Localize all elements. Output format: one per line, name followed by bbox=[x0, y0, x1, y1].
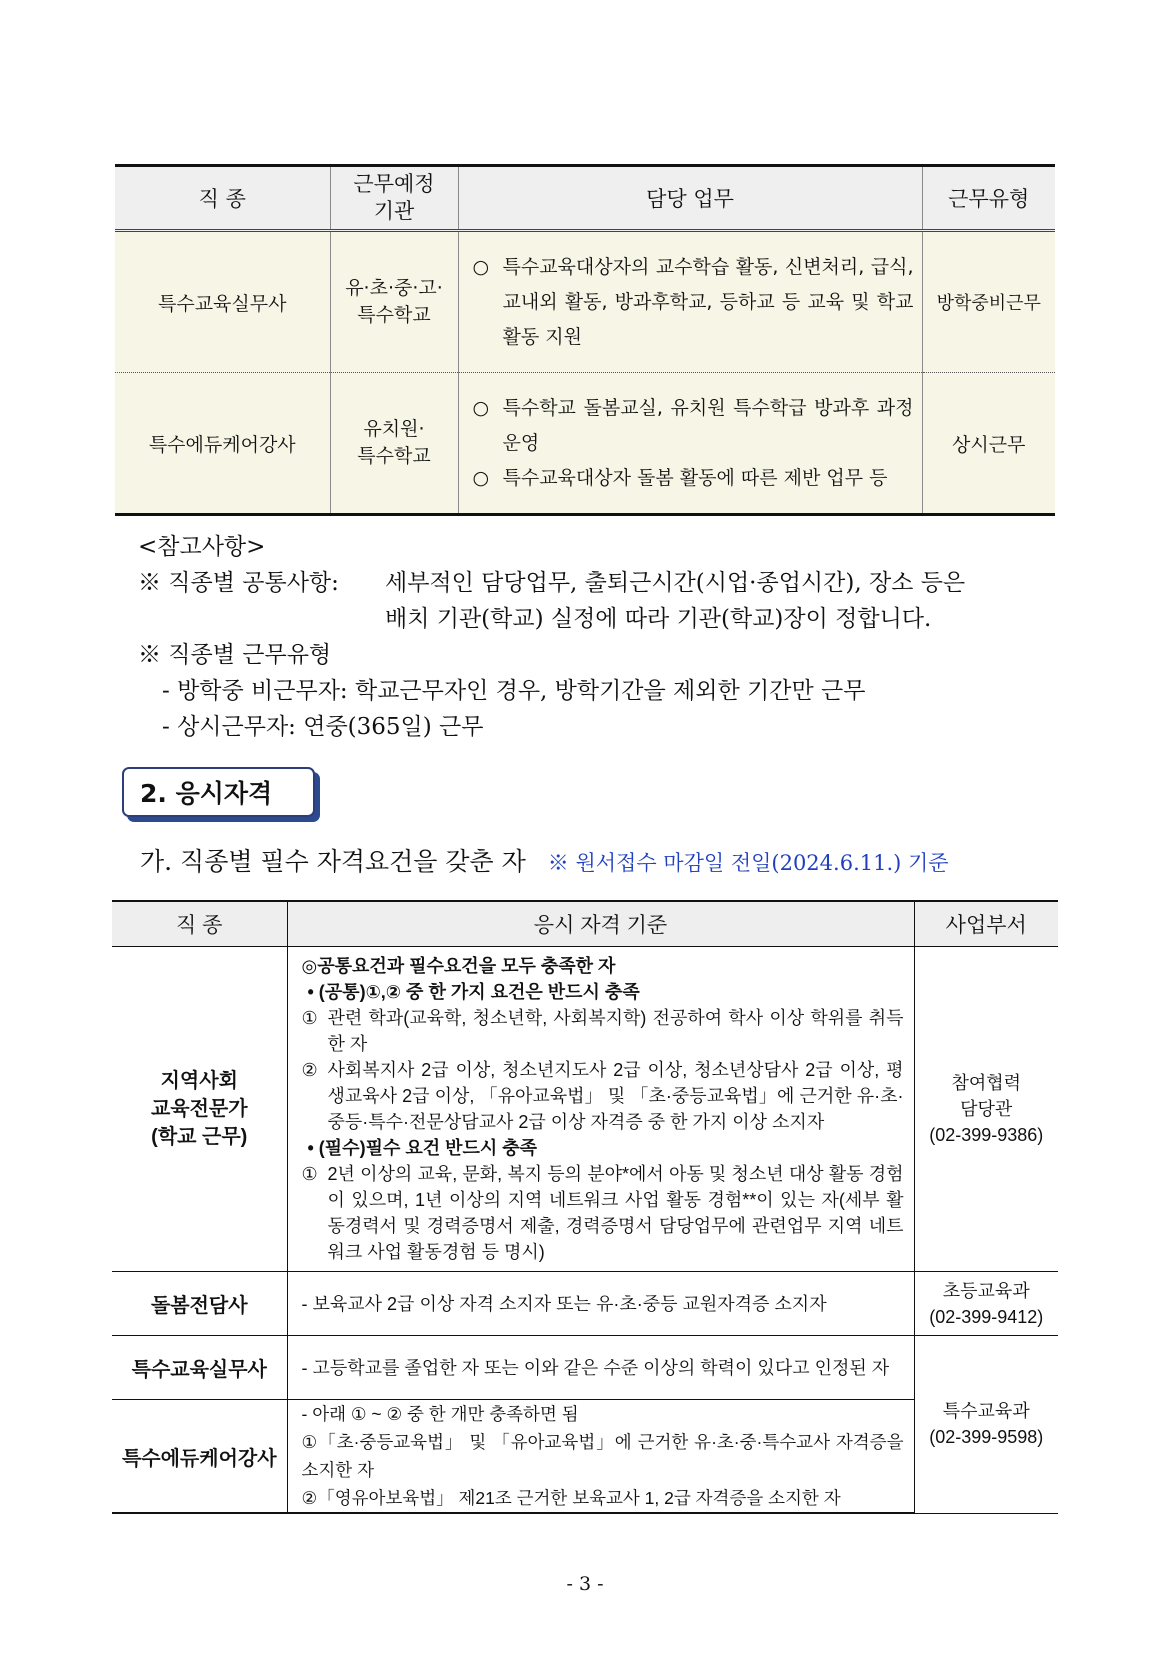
header-org-line1: 근무예정 bbox=[353, 172, 435, 196]
table-header-row bbox=[115, 166, 1055, 231]
required-item bbox=[302, 1161, 904, 1265]
duty-item bbox=[473, 461, 914, 496]
item-text: 관련 학과(교육학, 청소년학, 사회복지학) 전공하여 학사 이상 학위를 취득한 자 bbox=[327, 1008, 904, 1054]
row-duty bbox=[458, 373, 922, 515]
row-job: 특수교육실무사 bbox=[115, 231, 330, 373]
header-org-line2: 기관 bbox=[373, 199, 415, 223]
dept-line: 초등교육과 bbox=[942, 1280, 1030, 1301]
duty-marker: ○ bbox=[472, 466, 490, 489]
header-dept: 사업부서 bbox=[914, 901, 1058, 947]
section-title: 2. 응시자격 bbox=[122, 767, 315, 817]
row-org bbox=[330, 373, 458, 515]
table-row bbox=[115, 231, 1055, 373]
dept-phone: (02-399-9386) bbox=[929, 1125, 1044, 1145]
row-org-line1: 유·초·중·고· bbox=[345, 277, 443, 299]
dept-line: 참여협력 bbox=[951, 1073, 1022, 1093]
header-criteria: 응시 자격 기준 bbox=[287, 901, 914, 947]
criteria-line: ②「영유아보육법」 제21조 근거한 보육교사 1, 2급 자격증을 소지한 자 bbox=[301, 1488, 841, 1508]
job-line: 지역사회 bbox=[160, 1070, 238, 1092]
row-job: 돌봄전담사 bbox=[112, 1272, 287, 1336]
table-row bbox=[112, 1272, 1058, 1336]
item-marker: ① bbox=[301, 1008, 318, 1028]
row-job: 특수에듀케어강사 bbox=[112, 1400, 287, 1514]
notes-type-item: - 방학중 비근무자: 학교근무자인 경우, 방학기간을 제외한 기간만 근무 bbox=[162, 678, 866, 704]
dept-phone: (02-399-9412) bbox=[929, 1306, 1044, 1327]
row-criteria bbox=[287, 1400, 914, 1514]
row-criteria bbox=[287, 947, 914, 1272]
duty-text: 특수학교 돌봄교실, 유치원 특수학급 방과후 과정 운영 bbox=[502, 396, 914, 454]
table-row bbox=[115, 373, 1055, 515]
header-job: 직 종 bbox=[115, 166, 330, 231]
dept-line: 담당관 bbox=[960, 1099, 1013, 1119]
row-type: 상시근무 bbox=[922, 373, 1055, 515]
criteria-line: ①「초·중등교육법」 및 「유아교육법」에 근거한 유·초·중·특수교사 자격증을 소지한 자 bbox=[301, 1432, 904, 1480]
row-criteria: - 보육교사 2급 이상 자격 소지자 또는 유·초·중등 교원자격증 소지자 bbox=[287, 1272, 914, 1336]
duty-text: 특수교육대상자의 교수학습 활동, 신변처리, 급식, 교내외 활동, 방과후학교, 등하교 등 교육 및 학교 활동 지원 bbox=[502, 255, 914, 348]
item-marker: ① bbox=[301, 1164, 318, 1184]
notes-common-label: ※ 직종별 공통사항: bbox=[138, 570, 339, 596]
dept-phone: (02-399-9598) bbox=[929, 1427, 1044, 1448]
duty-text: 특수교육대상자 돌봄 활동에 따른 제반 업무 등 bbox=[502, 466, 888, 489]
duty-marker: ○ bbox=[472, 255, 490, 278]
job-line: 교육전문가 bbox=[150, 1098, 248, 1120]
required-heading: • (필수)필수 요건 반드시 충족 bbox=[307, 1138, 538, 1158]
row-job: 특수교육실무사 bbox=[112, 1336, 287, 1400]
row-org bbox=[330, 231, 458, 373]
header-org bbox=[330, 166, 458, 231]
row-duty bbox=[458, 231, 922, 373]
duty-item bbox=[473, 250, 914, 355]
subtitle-text: 가. 직종별 필수 자격요건을 갖춘 자 bbox=[140, 847, 526, 876]
common-heading: • (공통)①,② 중 한 가지 요건은 반드시 충족 bbox=[307, 982, 640, 1002]
job-duty-table bbox=[115, 164, 1055, 516]
table-row bbox=[112, 947, 1058, 1272]
header-type: 근무유형 bbox=[922, 166, 1055, 231]
criteria-summary: ◎공통요건과 필수요건을 모두 충족한 자 bbox=[301, 956, 616, 976]
criteria-line: - 아래 ① ~ ② 중 한 개만 충족하면 됨 bbox=[301, 1404, 579, 1424]
duty-marker: ○ bbox=[472, 396, 490, 419]
notes-common-line2: 배치 기관(학교) 실정에 따라 기관(학교)장이 정합니다. bbox=[385, 606, 932, 632]
duty-item bbox=[473, 391, 914, 461]
row-org-line2: 특수학교 bbox=[357, 445, 431, 467]
row-job: 특수에듀케어강사 bbox=[115, 373, 330, 515]
item-marker: ② bbox=[301, 1060, 318, 1080]
notes-type-heading: ※ 직종별 근무유형 bbox=[138, 642, 332, 668]
notes-type-item: - 상시근무자: 연중(365일) 근무 bbox=[162, 714, 484, 740]
table-header-row bbox=[112, 901, 1058, 947]
notes-heading: <참고사항> bbox=[138, 534, 266, 560]
common-item bbox=[302, 1057, 904, 1135]
item-text: 사회복지사 2급 이상, 청소년지도사 2급 이상, 청소년상담사 2급 이상, 평생교육사 2급 이상, 「유아교육법」 및 「초·중등교육법」에 근거한 유·초·중등·특수·전문상담교사 2급 이상 자격증 중 한 가지 이상 소지자 bbox=[327, 1060, 904, 1132]
job-line: (학교 근무) bbox=[151, 1126, 248, 1148]
row-org-line1: 유치원· bbox=[363, 418, 425, 440]
page-number: - 3 - bbox=[566, 1573, 604, 1595]
dept-line: 특수교육과 bbox=[942, 1401, 1030, 1422]
row-type: 방학중비근무 bbox=[922, 231, 1055, 373]
header-job: 직 종 bbox=[112, 901, 287, 947]
row-criteria: - 고등학교를 졸업한 자 또는 이와 같은 수준 이상의 학력이 있다고 인정된 자 bbox=[287, 1336, 914, 1400]
header-duty: 담당 업무 bbox=[458, 166, 922, 231]
row-dept bbox=[914, 947, 1058, 1272]
notes-common-line1: 세부적인 담당업무, 출퇴근시간(시업·종업시간), 장소 등은 bbox=[385, 570, 966, 596]
item-text: 2년 이상의 교육, 문화, 복지 등의 분야*에서 아동 및 청소년 대상 활동 경험이 있으며, 1년 이상의 지역 네트워크 사업 활동 경험**이 있는 자(세부 활동경력서 및 경력증명서 제출, 경력증명서 담당업무에 관련업무 지역 네트워크 사업 활동경험 등 명시) bbox=[327, 1164, 904, 1262]
subtitle-note: ※ 원서접수 마감일 전일(2024.6.11.) 기준 bbox=[547, 851, 949, 875]
row-job bbox=[112, 947, 287, 1272]
row-org-line2: 특수학교 bbox=[357, 304, 431, 326]
common-item bbox=[302, 1005, 904, 1057]
table-row bbox=[112, 1336, 1058, 1400]
row-dept bbox=[914, 1336, 1058, 1514]
qualification-table bbox=[112, 900, 1058, 1514]
row-dept bbox=[914, 1272, 1058, 1336]
section-subtitle bbox=[140, 842, 949, 878]
